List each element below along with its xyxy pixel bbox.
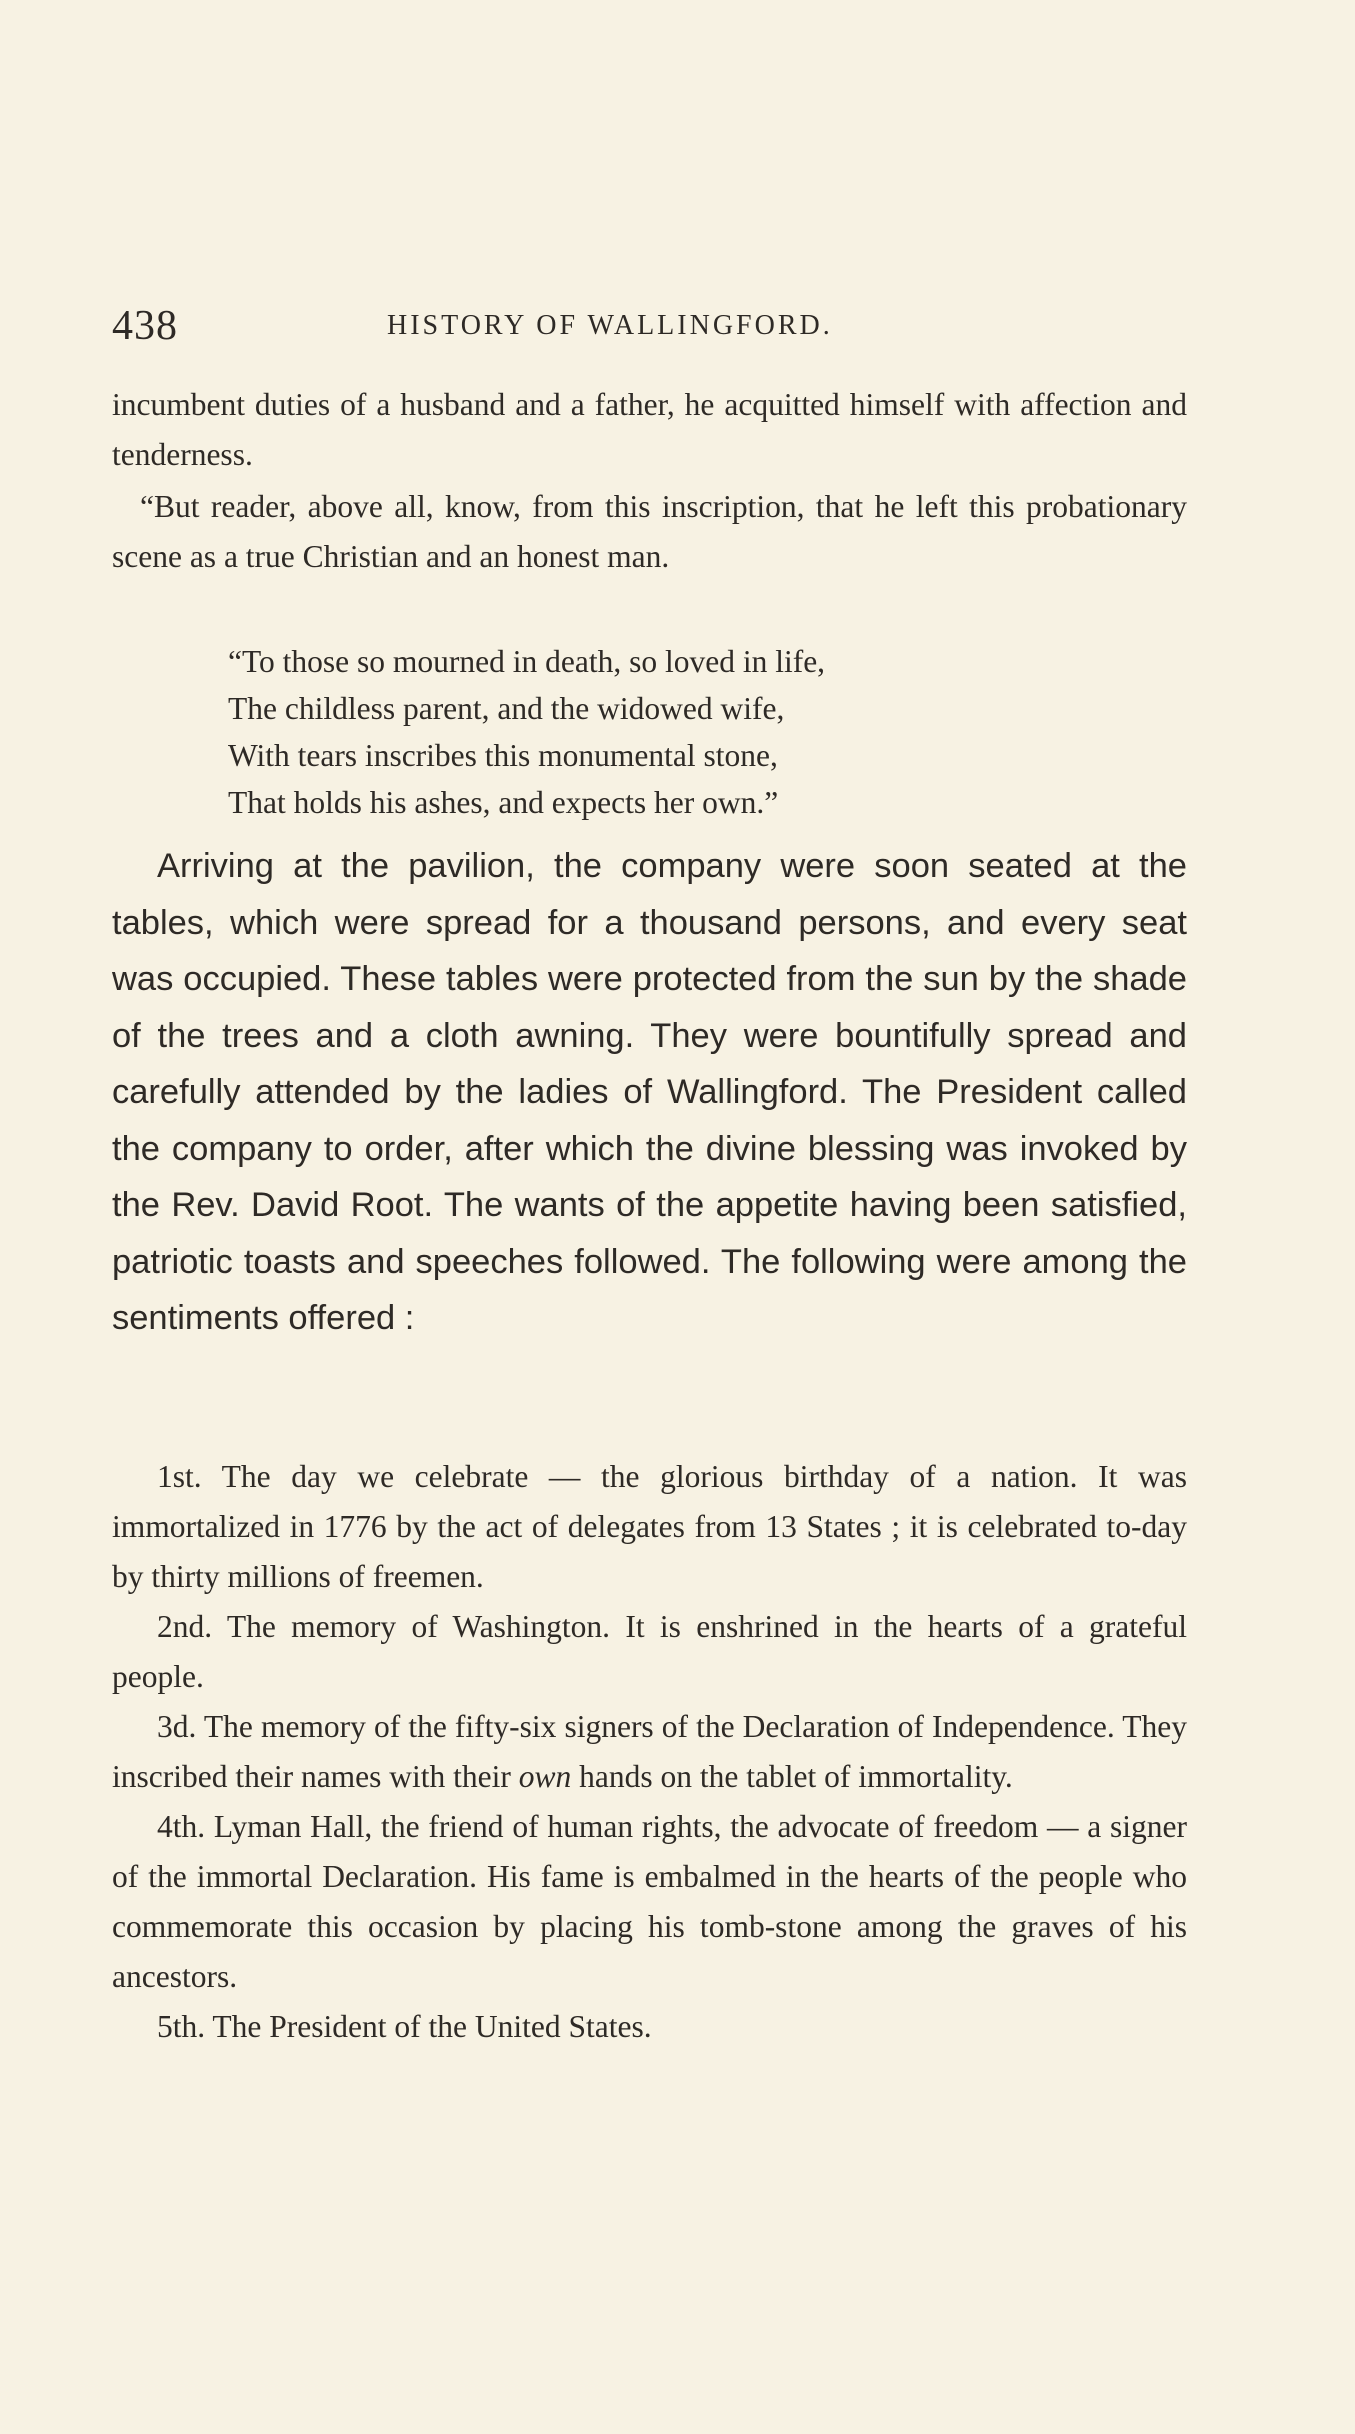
toast-4: 4th. Lyman Hall, the friend of human rights, the advocate of freedom — a signer of the immortal Declaration. His fame is embalmed in the hearts of the people who commemorate this occasion by placing his tomb-stone among the graves of his ancestors.: [112, 1809, 1187, 1994]
toast-2: 2nd. The memory of Washington. It is enshrined in the hearts of a grateful people.: [112, 1609, 1187, 1694]
toast-1: 1st. The day we celebrate — the glorious birthday of a nation. It was immortalized in 1776 by the act of delegates from 13 States ; it is celebrated to-day by thirty millions of freemen.: [112, 1459, 1187, 1594]
toast-3: [112, 1702, 1187, 1802]
toast-3-tail: hands on the tablet of immortality.: [571, 1759, 1013, 1794]
verse-line: With tears inscribes this monumental stone,: [228, 738, 778, 773]
main-text: [112, 838, 1187, 1347]
running-title: HISTORY OF WALLINGFORD.: [387, 310, 833, 341]
verse-line: “To those so mourned in death, so loved in life,: [228, 644, 826, 679]
quote-continuation: [112, 380, 1187, 480]
verse-line: That holds his ashes, and expects her own.”: [228, 785, 779, 820]
quote-body: [112, 482, 1187, 582]
toast-3-emphasis: own: [518, 1759, 572, 1794]
toast-list: [112, 1452, 1187, 2052]
page-number: 438: [112, 303, 178, 349]
quote-paragraph-2: “But reader, above all, know, from this inscription, that he left this probationary scene as a true Christian and an honest man.: [112, 489, 1187, 574]
quote-paragraph-1: incumbent duties of a husband and a father, he acquitted himself with affection and tenderness.: [112, 387, 1187, 472]
epitaph-verse: [228, 638, 1128, 826]
verse-line: The childless parent, and the widowed wife,: [228, 691, 785, 726]
toast-3-text: 3d. The memory of the fifty-six signers of the Declaration of Independence. They inscribed their names with their: [112, 1709, 1187, 1794]
toast-5: 5th. The President of the United States.: [157, 2009, 652, 2044]
main-paragraph: Arriving at the pavilion, the company were soon seated at the tables, which were spread for a thousand persons, and every seat was occupied. These tables were protected from the sun by the shade of the trees and a cloth awning. They were bountifully spread and carefully attended by the ladies of Wallingford. The President called the company to order, after which the divine blessing was invoked by the Rev. David Root. The wants of the appetite having been satisfied, patriotic toasts and speeches followed. The following were among the sentiments offered :: [112, 847, 1187, 1337]
running-head: [112, 302, 1187, 352]
